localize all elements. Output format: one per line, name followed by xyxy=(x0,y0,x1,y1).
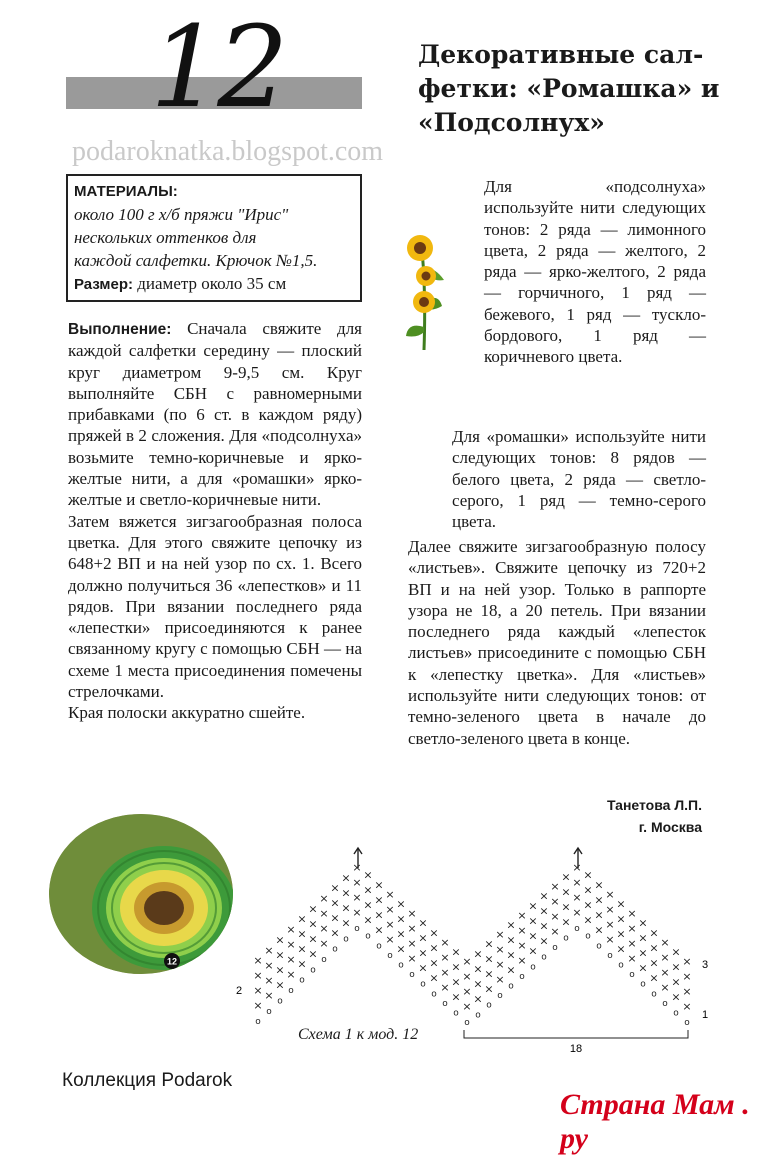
sc-stitch-symbol: × xyxy=(396,897,406,911)
sunflower-colors-text: Для «подсолнуха» используйте нити следующих тонов: 2 ряда — лимонного цвета, 2 ряда — желтого, 2 ряда — ярко-желтого, 2 ряда — горчичного, 1 ряд — бежевого, 1 ряд — тускло-бордового, 1 ряд — коричневого цвета. xyxy=(484,177,706,367)
sc-stitch-symbol: × xyxy=(385,932,395,946)
chain-stitch-symbol: o xyxy=(343,934,349,945)
chain-stitch-symbol: o xyxy=(574,923,580,934)
sc-stitch-symbol: × xyxy=(506,948,516,962)
sc-stitch-symbol: × xyxy=(583,883,593,897)
sc-stitch-symbol: × xyxy=(495,928,505,942)
sc-stitch-symbol: × xyxy=(594,923,604,937)
sc-stitch-symbol: × xyxy=(649,926,659,940)
sc-stitch-symbol: × xyxy=(308,902,318,916)
sc-stitch-symbol: × xyxy=(385,902,395,916)
sc-stitch-symbol: × xyxy=(319,922,329,935)
sc-stitch-symbol: × xyxy=(264,943,274,957)
sc-stitch-symbol: × xyxy=(550,925,560,939)
chain-stitch-symbol: o xyxy=(486,1000,492,1011)
chain-stitch-symbol: o xyxy=(519,971,525,982)
sc-stitch-symbol: × xyxy=(253,969,263,983)
chain-stitch-symbol: o xyxy=(288,986,294,997)
row-label-2: 2 xyxy=(236,985,243,997)
sc-stitch-symbol: × xyxy=(495,943,505,957)
sc-stitch-symbol: × xyxy=(308,932,318,946)
sc-stitch-symbol: × xyxy=(561,915,571,929)
sc-stitch-symbol: × xyxy=(671,945,681,959)
size-value: диаметр около 35 см xyxy=(133,274,287,293)
chain-stitch-symbol: o xyxy=(662,998,668,1009)
sc-stitch-symbol: × xyxy=(341,916,351,930)
sc-stitch-symbol: × xyxy=(539,934,549,948)
chain-stitch-symbol: o xyxy=(431,989,437,1000)
instructions-paragraph: Края полоски аккуратно сшейте. xyxy=(68,703,306,723)
sc-stitch-symbol: × xyxy=(451,945,461,959)
sc-stitch-symbol: × xyxy=(440,980,450,994)
sc-stitch-symbol: × xyxy=(286,968,296,982)
sc-stitch-symbol: × xyxy=(264,973,274,987)
sc-stitch-symbol: × xyxy=(671,960,681,974)
sc-stitch-symbol: × xyxy=(330,881,340,895)
sc-stitch-symbol: × xyxy=(352,890,362,904)
sc-stitch-symbol: × xyxy=(484,982,494,996)
author-name: Танетова Л.П. xyxy=(606,797,702,813)
sc-stitch-symbol: × xyxy=(539,904,549,918)
sc-stitch-symbol: × xyxy=(407,952,417,966)
sc-stitch-symbol: × xyxy=(341,871,351,885)
sc-stitch-symbol: × xyxy=(495,973,505,987)
sc-stitch-symbol: × xyxy=(341,901,351,915)
chain-stitch-symbol: o xyxy=(596,941,602,952)
sc-stitch-symbol: × xyxy=(484,937,494,951)
sc-stitch-symbol: × xyxy=(517,953,527,967)
page-title xyxy=(418,38,748,140)
photo-badge-number: 12 xyxy=(166,956,178,967)
sc-stitch-symbol: × xyxy=(440,965,450,979)
sc-stitch-symbol: × xyxy=(583,913,593,927)
chain-stitch-symbol: o xyxy=(299,975,305,986)
sc-stitch-symbol: × xyxy=(671,975,681,989)
sc-stitch-symbol: × xyxy=(374,908,384,922)
sc-stitch-symbol: × xyxy=(363,883,373,897)
sc-stitch-symbol: × xyxy=(396,942,406,956)
sc-stitch-symbol: × xyxy=(275,978,285,992)
sc-stitch-symbol: × xyxy=(561,870,571,884)
sc-stitch-symbol: × xyxy=(330,896,340,910)
sc-stitch-symbol: × xyxy=(275,933,285,947)
sc-stitch-symbol: × xyxy=(583,868,593,882)
sc-stitch-symbol: × xyxy=(451,960,461,974)
sc-stitch-symbol: × xyxy=(682,1000,692,1014)
sc-stitch-symbol: × xyxy=(627,907,637,921)
row-label-3: 3 xyxy=(702,959,709,971)
watermark: podaroknatka.blogspot.com xyxy=(72,136,384,167)
sc-stitch-symbol: × xyxy=(616,912,626,926)
sc-stitch-symbol: × xyxy=(550,880,560,894)
title-line: фетки: «Ромашка» и xyxy=(418,74,720,103)
author xyxy=(540,794,702,838)
sc-stitch-symbol: × xyxy=(682,985,692,999)
sc-stitch-symbol: × xyxy=(385,917,395,931)
sc-stitch-symbol: × xyxy=(506,963,516,977)
chain-stitch-symbol: o xyxy=(310,965,316,976)
size-label: Размер: xyxy=(74,276,134,293)
chain-stitch-symbol: o xyxy=(409,970,415,981)
sc-stitch-symbol: × xyxy=(440,935,450,949)
sc-stitch-symbol: × xyxy=(638,946,648,960)
sc-stitch-symbol: × xyxy=(319,892,329,905)
sc-stitch-symbol: × xyxy=(396,912,406,926)
sc-stitch-symbol: × xyxy=(550,910,560,924)
sc-stitch-symbol: × xyxy=(605,932,615,946)
crochet-schema xyxy=(232,846,718,1054)
chain-stitch-symbol: o xyxy=(651,989,657,1000)
chain-stitch-symbol: o xyxy=(255,1017,261,1028)
chain-stitch-symbol: o xyxy=(508,981,514,992)
chain-stitch-symbol: o xyxy=(442,998,448,1009)
sc-stitch-symbol: × xyxy=(253,984,263,998)
sc-stitch-symbol: × xyxy=(297,912,307,926)
sc-stitch-symbol: × xyxy=(429,956,439,970)
chain-stitch-symbol: o xyxy=(365,931,371,942)
sc-stitch-symbol: × xyxy=(550,895,560,909)
chain-stitch-symbol: o xyxy=(453,1008,459,1019)
model-number: 12 xyxy=(150,3,285,133)
sc-stitch-symbol: × xyxy=(286,923,296,937)
sc-stitch-symbol: × xyxy=(473,947,483,961)
schema-caption: Схема 1 к мод. 12 xyxy=(298,1026,419,1043)
chain-stitch-symbol: o xyxy=(618,960,624,971)
sc-stitch-symbol: × xyxy=(462,985,472,999)
sc-stitch-symbol: × xyxy=(616,927,626,941)
sc-stitch-symbol: × xyxy=(308,917,318,931)
chain-stitch-symbol: o xyxy=(376,941,382,952)
sc-stitch-symbol: × xyxy=(374,923,384,937)
sc-stitch-symbol: × xyxy=(627,937,637,951)
sc-stitch-symbol: × xyxy=(418,961,428,975)
sc-stitch-symbol: × xyxy=(649,941,659,955)
sc-stitch-symbol: × xyxy=(638,961,648,975)
sc-stitch-symbol: × xyxy=(561,885,571,899)
materials-line: нескольких оттенков для xyxy=(74,228,257,247)
sc-stitch-symbol: × xyxy=(352,860,362,874)
sc-stitch-symbol: × xyxy=(297,957,307,971)
sc-stitch-symbol: × xyxy=(605,917,615,931)
sc-stitch-symbol: × xyxy=(363,898,373,912)
sc-stitch-symbol: × xyxy=(605,887,615,901)
sc-stitch-symbol: × xyxy=(638,916,648,930)
sc-stitch-symbol: × xyxy=(682,970,692,984)
sc-stitch-symbol: × xyxy=(660,980,670,994)
left-column xyxy=(68,318,362,724)
materials-heading: МАТЕРИАЛЫ: xyxy=(74,183,178,200)
sc-stitch-symbol: × xyxy=(572,875,582,889)
sc-stitch-symbol: × xyxy=(484,967,494,981)
sc-stitch-symbol: × xyxy=(649,971,659,985)
sc-stitch-symbol: × xyxy=(297,942,307,956)
sc-stitch-symbol: × xyxy=(374,893,384,907)
sc-stitch-symbol: × xyxy=(286,938,296,952)
sc-stitch-symbol: × xyxy=(374,878,384,892)
materials-line: около 100 г х/б пряжи "Ирис" xyxy=(74,205,289,224)
sc-stitch-symbol: × xyxy=(319,937,329,950)
chain-stitch-symbol: o xyxy=(629,970,635,981)
sc-stitch-symbol: × xyxy=(528,899,538,913)
sc-stitch-symbol: × xyxy=(660,950,670,964)
sc-stitch-symbol: × xyxy=(517,908,527,922)
chain-stitch-symbol: o xyxy=(530,962,536,973)
sc-stitch-symbol: × xyxy=(264,988,274,1002)
leaves-instructions-text: Далее свяжите зигзагообразную полосу «листьев». Свяжите цепочку из 720+2 ВП и на ней узор. Только в раппорте узора не 18, а 20 петель. При вязании последнего ряда каждый «лепесток листьев» присоедините с помощью СБН к «лепестку цветка». Для «листьев» используйте нити следующих тонов: от темно-зеленого цвета в начале до светло-зеленого цвета в конце. xyxy=(408,537,706,748)
sc-stitch-symbol: × xyxy=(385,887,395,901)
instructions-paragraph: Выполнение: Сначала свяжите для каждой салфетки середину — плоский круг диаметром 9-9,5 см. Круг выполняйте СБН с равномерными прибавками (по 6 ст. в каждом ряду) пряжей в 2 сложения. Для «подсолнуха» возьмите темно-коричневые и ярко-желтые нити, а для «ромашки» ярко-желтые и светло-коричневые нити. xyxy=(68,319,362,510)
sc-stitch-symbol: × xyxy=(429,926,439,940)
sc-stitch-symbol: × xyxy=(275,948,285,962)
title-line: Декоративные сал- xyxy=(418,40,704,69)
sc-stitch-symbol: × xyxy=(473,962,483,976)
sc-stitch-symbol: × xyxy=(660,965,670,979)
chamomile-colors-text: Для «ромашки» используйте нити следующих тонов: 8 рядов — белого цвета, 2 ряда — светло-серого, 1 ряд — темно-серого цвета. xyxy=(452,427,706,532)
author-city: г. Москва xyxy=(638,819,702,835)
sc-stitch-symbol: × xyxy=(451,990,461,1004)
sc-stitch-symbol: × xyxy=(418,946,428,960)
chain-stitch-symbol: o xyxy=(684,1018,690,1029)
sc-stitch-symbol: × xyxy=(495,958,505,972)
sc-stitch-symbol: × xyxy=(594,893,604,907)
sc-stitch-symbol: × xyxy=(517,938,527,952)
sc-stitch-symbol: × xyxy=(341,886,351,900)
sc-stitch-symbol: × xyxy=(418,931,428,945)
sc-stitch-symbol: × xyxy=(253,999,263,1013)
sc-stitch-symbol: × xyxy=(352,905,362,919)
sc-stitch-symbol: × xyxy=(286,953,296,967)
sc-stitch-symbol: × xyxy=(561,900,571,914)
chain-stitch-symbol: o xyxy=(464,1018,470,1029)
chain-stitch-symbol: o xyxy=(607,950,613,961)
sc-stitch-symbol: × xyxy=(330,911,340,925)
sc-stitch-symbol: × xyxy=(462,1000,472,1014)
sc-stitch-symbol: × xyxy=(264,958,274,972)
chain-stitch-symbol: o xyxy=(541,952,547,963)
chain-stitch-symbol: o xyxy=(563,933,569,944)
chain-stitch-symbol: o xyxy=(387,950,393,961)
sc-stitch-symbol: × xyxy=(638,931,648,945)
sc-stitch-symbol: × xyxy=(451,975,461,989)
chain-stitch-symbol: o xyxy=(266,1006,272,1017)
sc-stitch-symbol: × xyxy=(583,898,593,912)
sc-stitch-symbol: × xyxy=(539,919,549,933)
sc-stitch-symbol: × xyxy=(429,971,439,985)
sc-stitch-symbol: × xyxy=(594,878,604,892)
chain-stitch-symbol: o xyxy=(321,955,327,965)
sc-stitch-symbol: × xyxy=(572,905,582,919)
chain-stitch-symbol: o xyxy=(552,943,558,954)
sc-stitch-symbol: × xyxy=(660,935,670,949)
title-line: «Подсолнух» xyxy=(418,108,605,137)
sc-stitch-symbol: × xyxy=(462,970,472,984)
materials-line: каждой салфетки. Крючок №1,5. xyxy=(74,251,318,270)
sc-stitch-symbol: × xyxy=(319,907,329,920)
sc-stitch-symbol: × xyxy=(330,926,340,940)
sc-stitch-symbol: × xyxy=(407,937,417,951)
repeat-bracket xyxy=(464,1030,688,1038)
chain-stitch-symbol: o xyxy=(398,960,404,971)
sc-stitch-symbol: × xyxy=(440,950,450,964)
sc-stitch-symbol: × xyxy=(594,908,604,922)
sc-stitch-symbol: × xyxy=(528,944,538,958)
sc-stitch-symbol: × xyxy=(363,868,373,882)
sunflower-illustration xyxy=(398,232,454,350)
sc-stitch-symbol: × xyxy=(506,933,516,947)
instructions-lead: Выполнение: xyxy=(68,321,172,338)
sc-stitch-symbol: × xyxy=(506,918,516,932)
sc-stitch-symbol: × xyxy=(627,952,637,966)
site-logo: Страна Мам . ру xyxy=(560,1088,750,1155)
chain-stitch-symbol: o xyxy=(585,931,591,942)
chain-stitch-symbol: o xyxy=(640,979,646,990)
sc-stitch-symbol: × xyxy=(528,914,538,928)
sc-stitch-symbol: × xyxy=(671,990,681,1004)
instructions-paragraph: Затем вяжется зигзагообразная полоса цветка. Для этого свяжите цепочку из 648+2 ВП и на ней узор по сх. 1. Всего должно получиться 36 «лепестков» и 11 рядов. При вязании последнего ряда «лепестки» присоединяются к ранее связанному кругу с помощью СБН — на схеме 1 места присоединения помечены стрелочками. xyxy=(68,511,362,702)
sc-stitch-symbol: × xyxy=(396,927,406,941)
repeat-label: 18 xyxy=(569,1043,583,1054)
sc-stitch-symbol: × xyxy=(649,956,659,970)
sc-stitch-symbol: × xyxy=(616,897,626,911)
chain-stitch-symbol: o xyxy=(475,1010,481,1021)
sc-stitch-symbol: × xyxy=(682,955,692,969)
chain-stitch-symbol: o xyxy=(354,923,360,934)
chain-stitch-symbol: o xyxy=(420,979,426,990)
sc-stitch-symbol: × xyxy=(572,890,582,904)
materials-box xyxy=(66,174,362,302)
sc-stitch-symbol: × xyxy=(473,977,483,991)
sc-stitch-symbol: × xyxy=(462,955,472,969)
sc-stitch-symbol: × xyxy=(517,923,527,937)
sc-stitch-symbol: × xyxy=(407,922,417,936)
sc-stitch-symbol: × xyxy=(484,952,494,966)
chain-stitch-symbol: o xyxy=(332,944,338,955)
sc-stitch-symbol: × xyxy=(308,947,318,961)
sc-stitch-symbol: × xyxy=(627,922,637,936)
sc-stitch-symbol: × xyxy=(605,902,615,916)
sc-stitch-symbol: × xyxy=(297,927,307,941)
chain-stitch-symbol: o xyxy=(497,991,503,1002)
sc-stitch-symbol: × xyxy=(253,954,263,968)
sc-stitch-symbol: × xyxy=(275,963,285,977)
sc-stitch-symbol: × xyxy=(616,942,626,956)
chain-stitch-symbol: o xyxy=(673,1008,679,1019)
sc-stitch-symbol: × xyxy=(528,929,538,943)
doily-photo xyxy=(46,812,236,976)
sc-stitch-symbol: × xyxy=(407,907,417,921)
collection-label: Коллекция Podarok xyxy=(62,1070,233,1091)
chain-stitch-symbol: o xyxy=(277,996,283,1007)
sc-stitch-symbol: × xyxy=(473,992,483,1006)
sc-stitch-symbol: × xyxy=(418,916,428,930)
row-label-1: 1 xyxy=(702,1009,709,1021)
sc-stitch-symbol: × xyxy=(539,889,549,903)
sc-stitch-symbol: × xyxy=(352,875,362,889)
size-line xyxy=(74,272,354,296)
sc-stitch-symbol: × xyxy=(363,913,373,927)
sc-stitch-symbol: × xyxy=(572,860,582,874)
sc-stitch-symbol: × xyxy=(429,941,439,955)
